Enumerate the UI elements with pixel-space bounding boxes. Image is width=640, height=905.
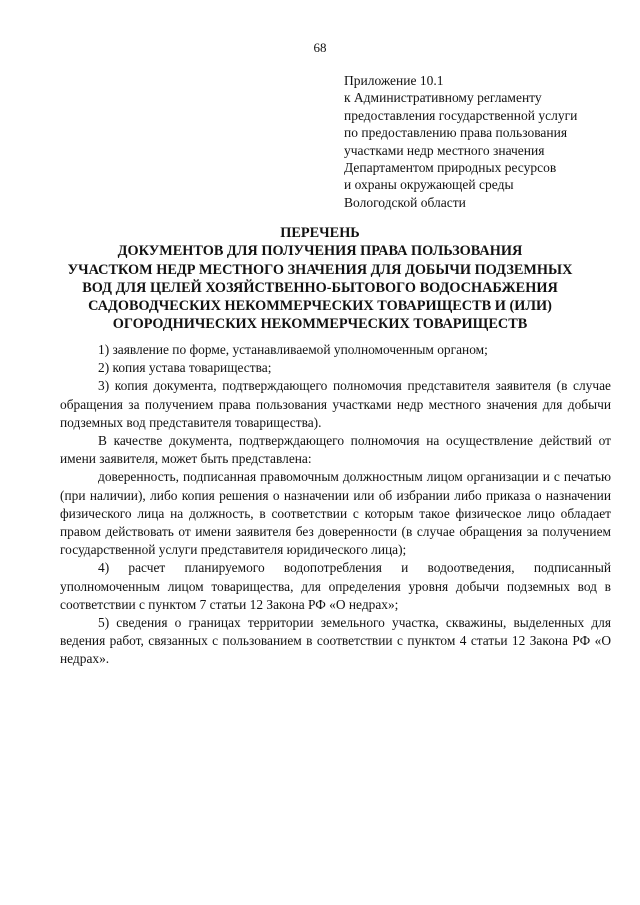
title-line: САДОВОДЧЕСКИХ НЕКОММЕРЧЕСКИХ ТОВАРИЩЕСТВ И (ИЛИ): [88, 298, 552, 315]
paragraph: 2) копия устава товарищества;: [98, 360, 272, 376]
paragraph: 3) копия документа, подтверждающего полномочия представителя заявителя (в случае обращения за получением права пользования участками недр местного значения для добычи подземных вод представителя товарищества).: [60, 378, 611, 430]
title-line: ВОД ДЛЯ ЦЕЛЕЙ ХОЗЯЙСТВЕННО-БЫТОВОГО ВОДОСНАБЖЕНИЯ: [82, 279, 558, 296]
appendix-line: предоставления государственной услуги: [344, 107, 578, 123]
paragraph: 1) заявление по форме, устанавливаемой уполномоченным органом;: [98, 342, 488, 357]
appendix-line: по предоставлению права пользования: [344, 125, 568, 141]
title-line: ОГОРОДНИЧЕСКИХ НЕКОММЕРЧЕСКИХ ТОВАРИЩЕСТВ: [112, 316, 528, 333]
title-line: УЧАСТКОМ НЕДР МЕСТНОГО ЗНАЧЕНИЯ ДЛЯ ДОБЫЧИ ПОДЗЕМНЫХ: [67, 261, 573, 278]
appendix-line: Вологодской области: [344, 194, 466, 210]
paragraph: В качестве документа, подтверждающего полномочия на осуществление действий от имени заявителя, может быть представлена:: [60, 433, 611, 467]
paragraph: 5) сведения о границах территории земельного участка, скважины, выделенных для ведения работ, связанных с пользованием в соответствии с пунктом 4 статьи 12 Закона РФ «О недрах».: [60, 615, 611, 667]
paragraph: доверенность, подписанная правомочным должностным лицом организации и с печатью (при наличии), либо копия решения о назначении или об избрании либо приказа о назначении физического лица на должность, в соответствии с которым такое физическое лицо обладает правом действовать от имени заявителя без доверенности (в случае обращения за получением государственной услуги представителя юридического лица);: [60, 469, 611, 558]
appendix-line: участками недр местного значения: [344, 142, 545, 158]
document-body: [60, 341, 611, 669]
title-line: ДОКУМЕНТОВ ДЛЯ ПОЛУЧЕНИЯ ПРАВА ПОЛЬЗОВАНИЯ: [117, 243, 523, 260]
appendix-line: к Административному регламенту: [344, 90, 542, 106]
title-line: ПЕРЕЧЕНЬ: [280, 225, 360, 241]
page-number: 68: [313, 40, 327, 55]
appendix-header: [344, 72, 624, 211]
document-title: [40, 224, 600, 334]
paragraph: 4) расчет планируемого водопотребления и водоотведения, подписанный уполномоченным лицом товарищества, для определения уровня добычи подземных вод в соответствии с пунктом 7 статьи 12 Закона РФ «О недрах»;: [60, 560, 611, 612]
appendix-line: Приложение 10.1: [344, 73, 444, 88]
appendix-line: и охраны окружающей среды: [344, 177, 514, 193]
appendix-line: Департаментом природных ресурсов: [344, 160, 557, 176]
